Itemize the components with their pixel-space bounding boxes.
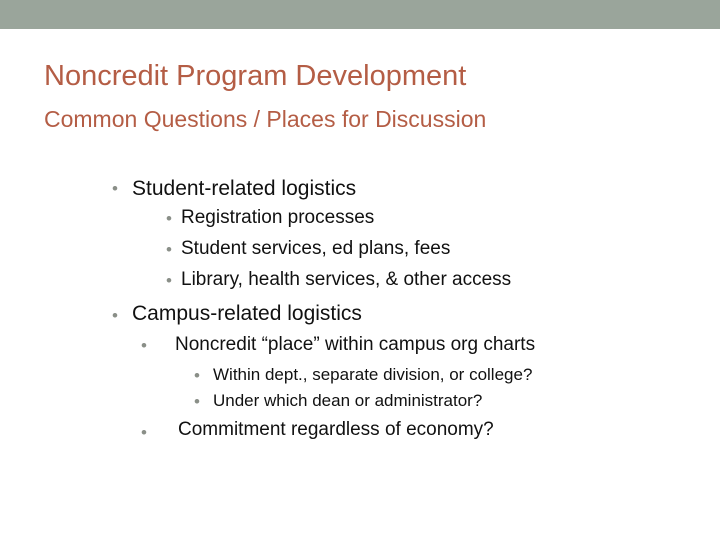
slide-subtitle: Common Questions / Places for Discussion [44, 106, 487, 132]
sub-item-noncredit-place: Noncredit “place” within campus org charts [175, 334, 536, 355]
bullet-icon: • [194, 392, 200, 411]
bullet-icon: • [166, 271, 172, 290]
sub-item-registration: Registration processes [181, 207, 375, 228]
bullet-icon: • [141, 423, 147, 442]
bullet-icon: • [141, 336, 147, 355]
bullet-icon: • [112, 179, 118, 198]
bullet-icon: • [194, 366, 200, 385]
sub-item-library-access: Library, health services, & other access [181, 269, 512, 290]
bullet-icon: • [112, 306, 118, 325]
sub-sub-item-dean: Under which dean or administrator? [213, 391, 483, 410]
header-bar [0, 0, 720, 29]
sub-item-commitment: Commitment regardless of economy? [178, 419, 494, 440]
slide-title: Noncredit Program Development [44, 60, 467, 92]
bullet-icon: • [166, 209, 172, 228]
bullet-item-student-logistics: Student-related logistics [132, 177, 357, 200]
sub-item-student-services: Student services, ed plans, fees [181, 238, 451, 259]
bullet-icon: • [166, 240, 172, 259]
bullet-item-campus-logistics: Campus-related logistics [132, 302, 362, 325]
sub-sub-item-department: Within dept., separate division, or college? [213, 365, 533, 384]
